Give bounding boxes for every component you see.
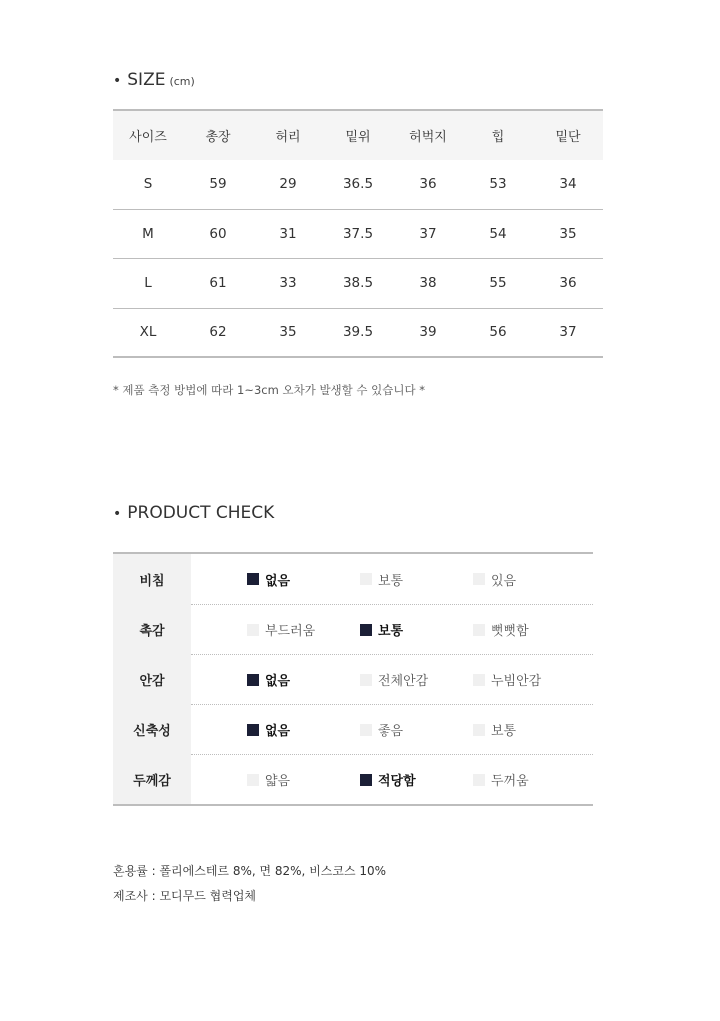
checked-box-icon (360, 624, 372, 636)
size-header-cell: 허벅지 (409, 130, 447, 145)
size-cell: 29 (279, 176, 297, 193)
check-option (360, 670, 428, 689)
size-cell: 31 (279, 225, 297, 242)
check-option-label: 없음 (265, 724, 291, 739)
size-cell: 60 (209, 225, 227, 242)
check-options (191, 754, 593, 804)
size-cell: 54 (489, 225, 507, 242)
check-options (191, 554, 593, 604)
unchecked-box-icon (473, 724, 485, 736)
check-option-label: 좋음 (378, 724, 404, 739)
size-cell: 35 (559, 225, 577, 242)
check-options (191, 604, 593, 654)
size-cell: 39 (419, 324, 437, 341)
check-section-title (113, 503, 274, 523)
size-cell: 36 (559, 275, 577, 292)
unchecked-box-icon (473, 573, 485, 585)
size-cell: L (144, 275, 152, 292)
check-row (113, 654, 593, 704)
size-cell: 38.5 (342, 275, 374, 292)
check-row-label: 촉감 (113, 604, 191, 654)
size-cell: 55 (489, 275, 507, 292)
check-option (473, 620, 529, 639)
size-cell: 36 (419, 176, 437, 193)
check-row-label: 신축성 (113, 704, 191, 754)
size-table-header (113, 111, 603, 160)
size-section-title (113, 70, 195, 90)
check-row (113, 604, 593, 654)
check-option-label: 있음 (491, 573, 517, 589)
size-cell: 53 (489, 176, 507, 193)
bullet-icon: • (113, 73, 122, 89)
size-cell: 56 (489, 324, 507, 341)
check-option (247, 670, 290, 689)
size-cell: 61 (209, 275, 227, 292)
check-option (473, 670, 541, 689)
size-header-cell: 힙 (491, 130, 505, 145)
table-row (113, 259, 603, 309)
unchecked-box-icon (360, 573, 372, 585)
check-row (113, 704, 593, 754)
product-check-table (113, 552, 593, 806)
check-option-label: 적당함 (378, 774, 416, 789)
check-option-label: 뻣뻣함 (491, 624, 529, 639)
check-option (360, 570, 403, 589)
unchecked-box-icon (360, 724, 372, 736)
check-row-label: 비침 (113, 554, 191, 604)
unchecked-box-icon (360, 674, 372, 686)
size-cell: 39.5 (342, 324, 374, 341)
unchecked-box-icon (247, 624, 259, 636)
check-option (360, 620, 403, 639)
unchecked-box-icon (473, 624, 485, 636)
size-cell: 62 (209, 324, 227, 341)
check-row-label: 안감 (113, 654, 191, 704)
check-option (247, 570, 290, 589)
check-options (191, 704, 593, 754)
check-option-label: 보통 (378, 624, 404, 639)
check-option-label: 전체안감 (378, 674, 429, 689)
checked-box-icon (247, 573, 259, 585)
size-header-cell: 밑단 (555, 130, 581, 145)
size-cell: 36.5 (342, 176, 374, 193)
table-row (113, 210, 603, 260)
table-row (113, 309, 603, 359)
check-option (473, 570, 516, 589)
checked-box-icon (247, 724, 259, 736)
size-header-cell: 밑위 (345, 130, 371, 145)
manufacturer: 제조사 : 모디무드 협력업체 (113, 889, 256, 903)
size-cell: 37.5 (342, 225, 374, 242)
check-option (473, 720, 516, 739)
bullet-icon: • (113, 506, 122, 522)
size-cell: 37 (419, 225, 437, 242)
check-row-label: 두께감 (113, 754, 191, 804)
check-option (247, 770, 290, 789)
unchecked-box-icon (473, 774, 485, 786)
size-cell: XL (139, 324, 157, 341)
check-option (247, 720, 290, 739)
check-option (473, 770, 529, 789)
size-cell: M (142, 225, 154, 242)
checked-box-icon (360, 774, 372, 786)
check-option-label: 보통 (378, 573, 404, 589)
size-title-text: SIZE (127, 70, 166, 90)
size-unit: (cm) (169, 75, 195, 88)
checked-box-icon (247, 674, 259, 686)
size-header-cell: 총장 (205, 130, 231, 145)
size-cell: 59 (209, 176, 227, 193)
check-option-label: 얇음 (265, 774, 291, 789)
size-cell: 35 (279, 324, 297, 341)
check-option-label: 두꺼움 (491, 774, 529, 789)
size-cell: 34 (559, 176, 577, 193)
check-title-text: PRODUCT CHECK (127, 503, 275, 523)
check-row (113, 554, 593, 604)
material-mix: 혼용률 : 폴리에스테르 8%, 면 82%, 비스코스 10% (113, 864, 387, 878)
size-table (113, 109, 603, 358)
size-cell: 37 (559, 324, 577, 341)
check-option (360, 770, 416, 789)
check-option-label: 누빔안감 (491, 674, 542, 689)
size-cell: 33 (279, 275, 297, 292)
size-cell: 38 (419, 275, 437, 292)
size-header-cell: 사이즈 (129, 130, 167, 145)
check-option-label: 없음 (265, 674, 291, 689)
check-option-label: 보통 (491, 724, 517, 739)
check-row (113, 754, 593, 804)
size-cell: S (143, 176, 153, 193)
unchecked-box-icon (473, 674, 485, 686)
size-note: * 제품 측정 방법에 따라 1~3cm 오차가 발생할 수 있습니다 * (113, 383, 426, 397)
check-option-label: 부드러움 (265, 624, 316, 639)
size-header-cell: 허리 (275, 130, 301, 145)
table-row (113, 160, 603, 210)
check-option-label: 없음 (265, 573, 291, 589)
check-option (247, 620, 315, 639)
check-option (360, 720, 403, 739)
check-options (191, 654, 593, 704)
unchecked-box-icon (247, 774, 259, 786)
